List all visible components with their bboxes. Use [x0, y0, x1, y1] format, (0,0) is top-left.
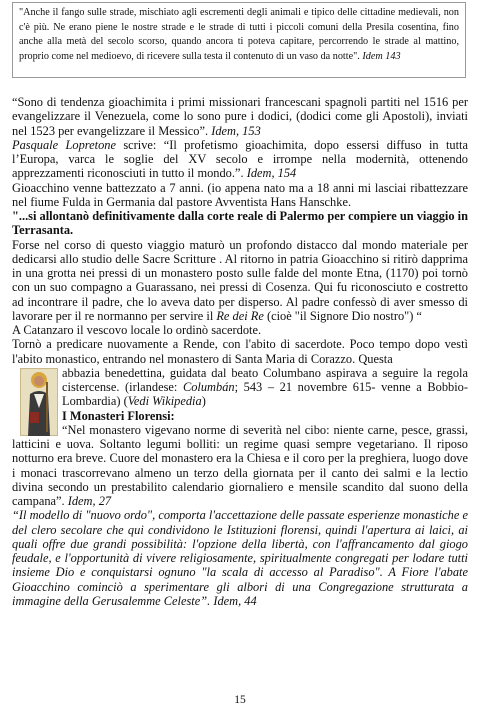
paragraph-battesimo: Gioacchino venne battezzato a 7 anni. (io appena nato ma a 18 anni mi lasciai ribattezzare nel fiume Fulda in Germania dal pastore Avventista Hans Hanschke.: [12, 180, 468, 209]
italic-phrase: Re dei Re: [216, 308, 264, 323]
paragraph-text: abbazia benedettina, guidata dal beato Columbano aspirava a seguire la regola cistercense. (irlandese:: [62, 365, 468, 394]
citation: Idem, 44: [213, 593, 257, 608]
paragraph-viaggio: [12, 238, 468, 324]
paragraph-text: (cioè "il Signore Dio nostro") “: [263, 308, 422, 323]
citation: Idem, 154: [246, 166, 297, 181]
wikipedia-reference: Vedi Wikipedia: [127, 394, 202, 409]
paragraph-missionari: [12, 95, 468, 138]
boxed-quote: [12, 2, 466, 78]
author-name: Pasquale Lopretone: [12, 137, 116, 152]
paragraph-text: Forse nel corso di questo viaggio maturò un profondo distacco dal mondo materiale per dedicarsi allo studio delle Sacre Scritture . Al ritorno in patria Gioacchino si ritirò dapprima in una grotta nei pressi di un monastero posto sulle falde del monte Etna, (1170) poi tornò con un suo compagno a Guarassano, nei pressi di Cosenza. Qui fu riconosciuto e costretto ad incontrare il padre, che lo aveva dato per disperso. Al padre confessò di aver smesso di lavorare per il re normanno per servire il: [12, 237, 468, 323]
section-heading: I Monasteri Florensi:: [62, 408, 175, 423]
paragraph-text: “Sono di tendenza gioachimita i primi missionari francescani spagnoli partiti nel 1516 per evangelizzare il Venezuela, come lo sono pure i dodici, (dodici come gli Apostoli), inviati nel 1523 per evangelizzare il Messico”.: [12, 95, 468, 138]
paragraph-palermo: "...si allontanò definitivamente dalla corte reale di Palermo per compiere un viaggio in Terrasanta.: [12, 209, 468, 238]
saint-portrait-image: [20, 368, 58, 436]
quote-citation: Idem 143: [362, 50, 401, 62]
paragraph-rende: Tornò a predicare nuovamente a Rende, con l'abito di sacerdote. Poco tempo dopo vestì l'abito monastico, entrando nel monastero di Santa Maria di Corazzo. Questa: [12, 337, 468, 366]
body-text: [12, 95, 468, 608]
page-number: 15: [234, 694, 246, 706]
italic-name: Columbán: [182, 380, 235, 394]
paragraph-regole: [12, 423, 468, 509]
paragraph-text: “Il modello di "nuovo ordo", comporta l'accettazione delle passate esperienze monastiche e del clero secolare che qui condividono le Istituzioni florensi, quindi l'apertura ai laici, ai quali offre due grandi possibilità: l'opzione della libertà, con l'affrancamento dal giogo feudale, e l'opportunità di vivere religiosamente, spiritualmente congregati per lodare tutti insieme Dio e conquistarsi ognuno "la scala di accesso al Paradiso". A Fiore l'abate Gioacchino cominciò a sperimentare gli albori di una Congregazione strutturata a immagine della Gerusalemme Celeste”.: [12, 508, 468, 608]
quote-text: "Anche il fango sulle strade, mischiato agli escrementi degli animali e tipico delle cittadine medievali, non c'è più. Ne erano piene le nostre strade e le strade di tutti i piccoli comuni della Presila cosentina, fino anche alla metà del secolo scorso, quando ancora ti poteva capitare, percorrendo le strade al mattino, proprio come nel medioevo, di ricevere sulla testa il contenuto di un vaso da notte".: [19, 7, 459, 62]
document-page: [12, 0, 468, 713]
paragraph-columbano: [12, 366, 468, 409]
paragraph-text: scrive: “Il profetismo gioachimita, dopo essersi diffuso in tutta l’Europa, varca le soglie del XV secolo e irrompe nella modernità, ottenendo apprezzamenti riconosciuti in tutto il mondo.”.: [12, 137, 469, 181]
citation: Idem, 27: [67, 494, 112, 508]
paragraph-text: “Nel monastero vigevano norme di severità nel cibo: niente carne, pesce, grassi, latticini e uova. Soltanto legumi bolliti: un regime quasi sempre vegetariano. Il riposo notturno era breve. Cuore del monastero era la Chiesa e il coro per la preghiera, luogo dove i monaci trascorrevano almeno un terzo della giornata per il canto dei salmi e la lectio divina secondo un prestabilito calendario giornaliero e mensile scandito dal suono della campana”.: [12, 422, 468, 508]
paragraph-catanzaro: A Catanzaro il vescovo locale lo ordinò sacerdote.: [12, 323, 262, 337]
citation: Idem, 153: [211, 123, 261, 138]
paragraph-nuovo-ordo: [12, 508, 468, 608]
paragraph-text: ): [201, 394, 206, 409]
paragraph-text: ; 543 – 21 novembre 615- venne a Bobbio- Lombardia) (: [62, 380, 468, 409]
paragraph-lopretone: [12, 138, 468, 181]
